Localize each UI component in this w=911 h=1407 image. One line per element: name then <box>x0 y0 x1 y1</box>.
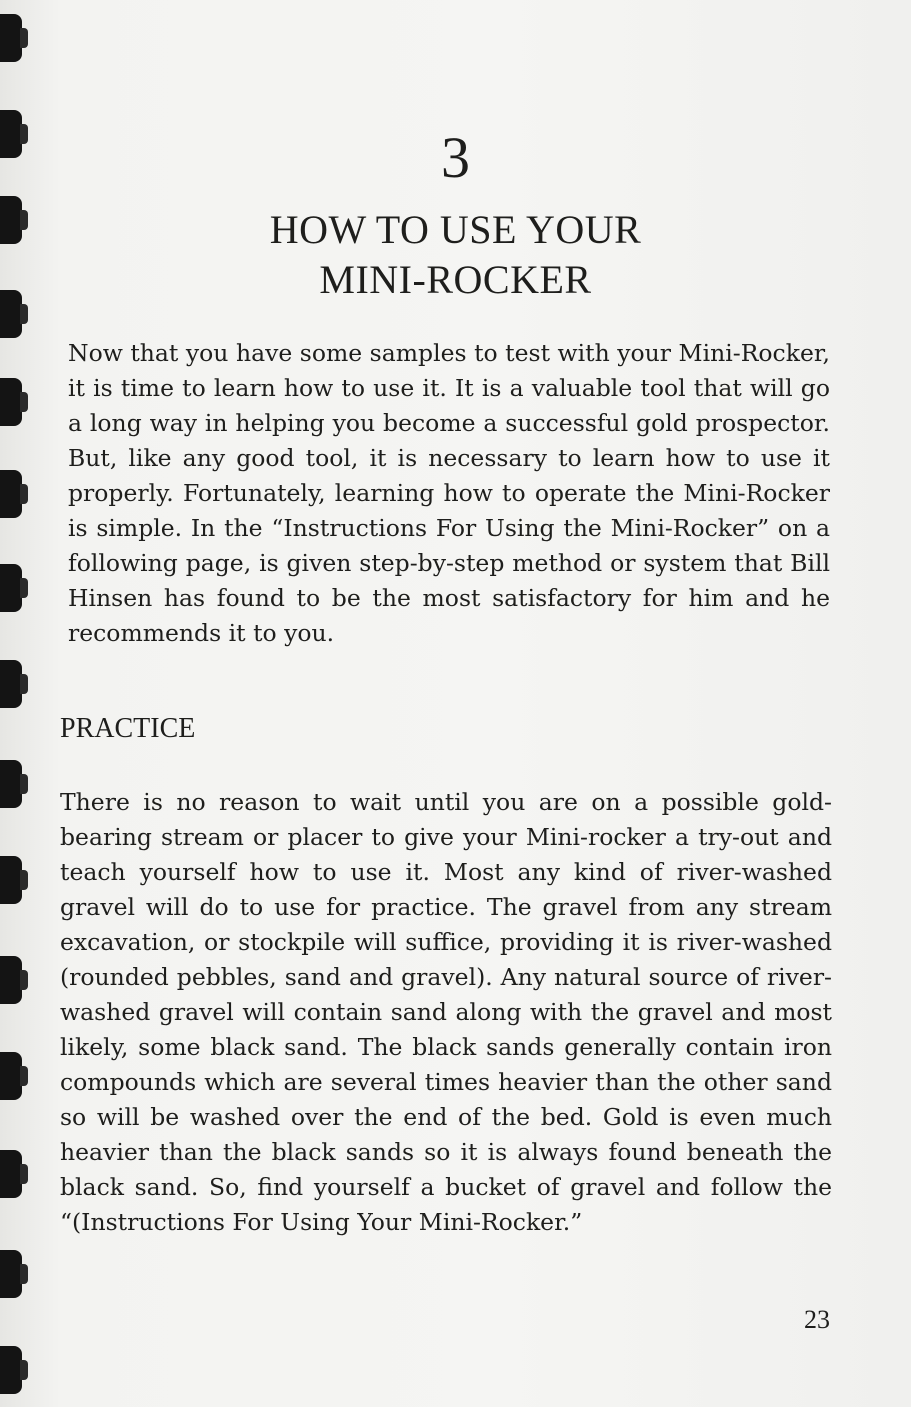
chapter-title-line-2: MINI-ROCKER <box>319 257 592 302</box>
binding-ring <box>0 1150 22 1198</box>
binding-ring <box>0 1346 22 1394</box>
binding-ring <box>0 956 22 1004</box>
binding-ring <box>0 1052 22 1100</box>
chapter-number: 3 <box>441 125 470 190</box>
page-number: 23 <box>804 1305 830 1334</box>
binding-ring <box>0 856 22 904</box>
practice-heading: PRACTICE <box>60 713 196 744</box>
binding-ring <box>0 564 22 612</box>
binding-ring <box>0 760 22 808</box>
practice-paragraph: There is no reason to wait until you are on a possible gold-bearing stream or placer to give your Mini-rocker a try-out and teach yourself how to use it. Most any kind of river-washed gravel will do to use for practice. The gravel from any stream excavation, or stockpile will suffice, providing it is river-washed (rounded pebbles, sand and gravel). Any natural source of river-washed gravel will contain sand along with the gravel and most likely, some black sand. The black sands generally contain iron compounds which are several times heavier than the other sand so will be washed over the end of the bed. Gold is even much heavier than the black sands so it is always found beneath the black sand. So, find yourself a bucket of gravel and follow the “(Instructions For Using Your Mini-Rocker.” <box>60 788 832 1236</box>
binding-ring <box>0 1250 22 1298</box>
binding-ring <box>0 470 22 518</box>
chapter-title <box>0 205 911 305</box>
chapter-title-line-1: HOW TO USE YOUR <box>269 207 642 252</box>
intro-paragraph: Now that you have some samples to test with your Mini-Rocker, it is time to learn how to use it. It is a valuable tool that will go a long way in helping you become a successful gold prospector. But, like any good tool, it is necessary to learn how to use it properly. Fortunately, learning how to operate the Mini-Rocker is simple. In the “Instructions For Using the Mini-Rocker” on a following page, is given step-by-step method or system that Bill Hinsen has found to be the most satisfactory for him and he recommends it to you. <box>68 339 830 647</box>
binding-ring <box>0 660 22 708</box>
binding-ring <box>0 378 22 426</box>
binding-ring <box>0 14 22 62</box>
